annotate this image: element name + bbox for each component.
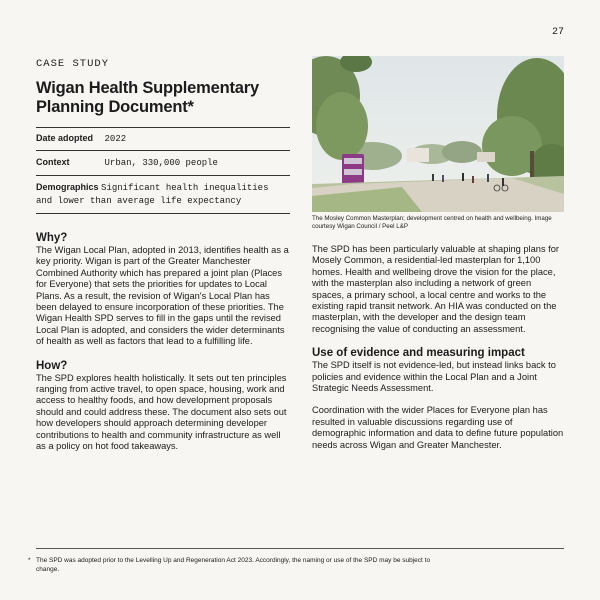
masterplan-illustration <box>312 56 564 212</box>
how-heading: How? <box>36 359 68 372</box>
page-number: 27 <box>551 27 564 38</box>
evidence-text-2: Coordination with the wider Places for Everyone plan has resulted in valuable discussions regarding use of demographic information and data to define future population needs across Wigan and Greater Manchester. <box>312 405 564 450</box>
why-text: The Wigan Local Plan, adopted in 2013, identifies health as a key priority. Wigan is part of the Greater Manchester Combined Authority which has prepared a joint plan (Places for Everyone) that sets the priorities for updates to Local Plans. As a result, the revision of Wigan's Local Plan has been delayed to ensure incorporation of these priorities. The Wigan Health SPD serves to fill in the gaps until the revised Local Plan is adopted, and considers the wider determinants of health as well as factors that lead to a fulfilling life. <box>36 245 289 347</box>
masterplan-illustration-art <box>312 56 564 212</box>
meta-row-context <box>36 150 290 175</box>
footnote-text: The SPD was adopted prior to the Levelling Up and Regeneration Act 2023. Accordingly, the naming or use of the SPD may be subject to change. <box>36 557 431 573</box>
evidence-heading: Use of evidence and measuring impact <box>312 347 525 360</box>
meta-val-date: 2022 <box>104 134 127 144</box>
how-text: The SPD explores health holistically. It sets out ten principles ranging from active travel, to open space, housing, work and access to healthy foods, and how development proposals should and could address these. The document also sets out how developers should approach determining developer contributions to health and community infrastructure as well as a policy on hot food takeaways. <box>36 372 287 452</box>
image-caption: The Mosley Common Masterplan; development centred on health and wellbeing. Image courtesy Wigan Council / Peel L&P <box>312 215 552 230</box>
case-study-label: CASE STUDY <box>36 58 110 70</box>
right-column <box>312 56 564 451</box>
meta-key-context: Context <box>36 157 70 167</box>
left-column <box>36 58 290 453</box>
meta-val-demographics: Significant health inequalities and lower than average life expectancy <box>36 183 269 206</box>
footer-divider <box>36 548 564 549</box>
why-heading: Why? <box>36 232 68 244</box>
meta-row-date <box>36 127 290 150</box>
footnote-mark: * <box>28 557 31 564</box>
page-title: Wigan Health Supplementary Planning Document* <box>36 79 259 116</box>
meta-row-demographics <box>36 175 290 214</box>
right-paragraph-1: The SPD has been particularly valuable at shaping plans for Mosely Common, a residential-led masterplan for 1,100 homes. Health and wellbeing drove the vision for the place, with the masterplan also including a network of green spaces, a primary school, a local centre and works to the existing rapid transit network. An HIA was conducted on the masterplan, with the developer and the design team recognising the value of conducting an assessment. <box>312 244 560 334</box>
meta-val-context: Urban, 330,000 people <box>104 158 218 168</box>
meta-key-date: Date adopted <box>36 133 94 143</box>
evidence-text-1: The SPD itself is not evidence-led, but instead links back to policies and evidence within the Local Plan and a Joint Strategic Needs Assessment. <box>312 360 556 394</box>
meta-key-demographics: Demographics <box>36 182 99 192</box>
footnote <box>28 557 436 574</box>
